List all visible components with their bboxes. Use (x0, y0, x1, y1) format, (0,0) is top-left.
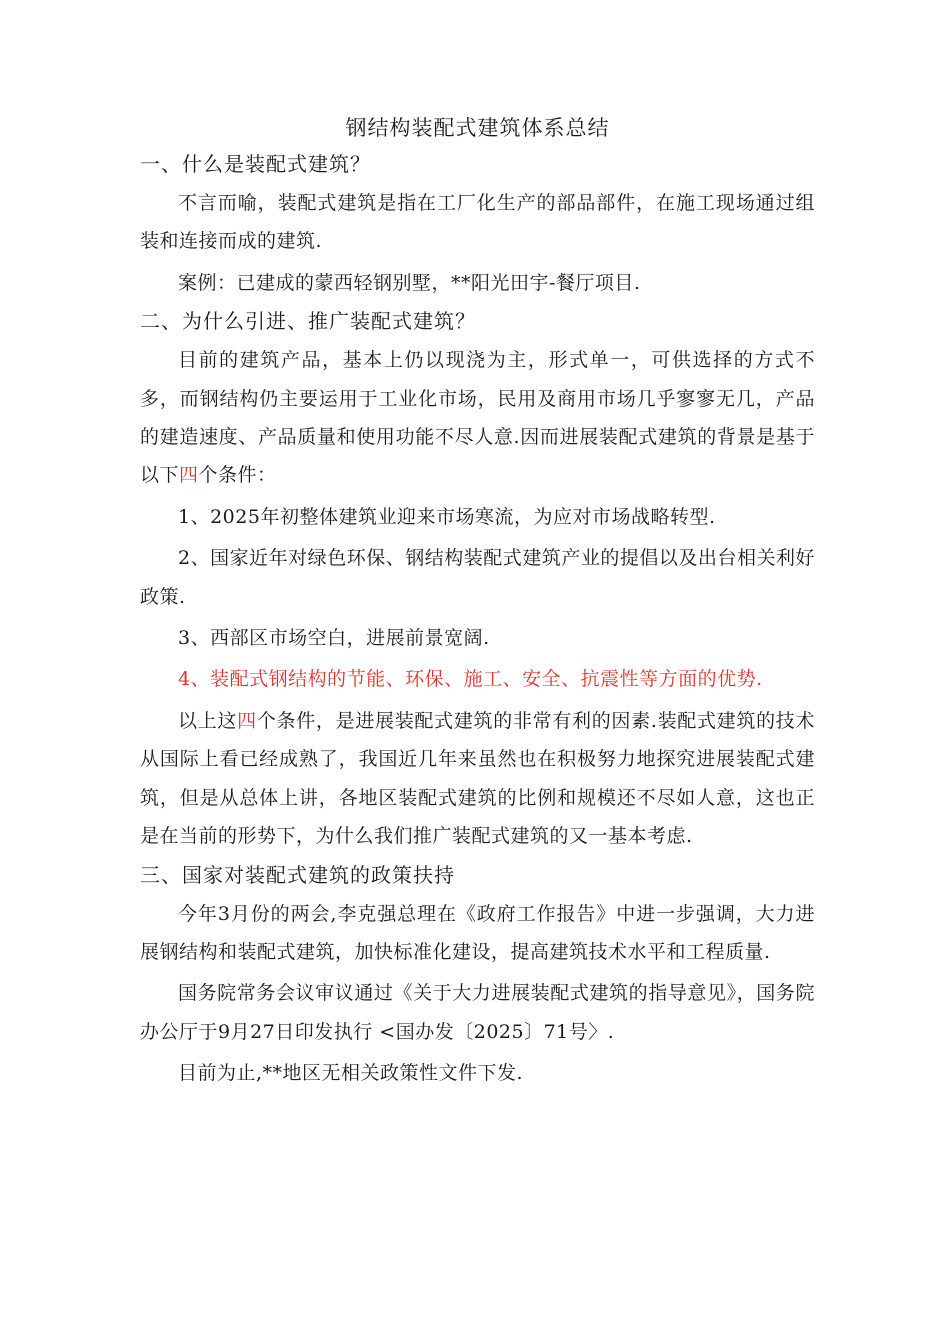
section-1-paragraph-1: 不言而喻，装配式建筑是指在工厂化生产的部品部件，在施工现场通过组装和连接而成的建筑. (140, 192, 815, 253)
document-page (140, 112, 815, 1096)
section-3-paragraph-1: 今年3月份的两会,李克强总理在《政府工作报告》中进一步强调，大力进展钢结构和装配式建筑，加快标准化建设，提高建筑技术水平和工程质量. (140, 902, 815, 963)
document-title: 钢结构装配式建筑体系总结 (345, 116, 610, 140)
section-2-paragraph-1 (140, 341, 815, 495)
section-2-paragraph-2 (140, 702, 815, 856)
section-3-heading: 三、国家对装配式建筑的政策扶持 (140, 862, 455, 887)
condition-item-4: 4、装配式钢结构的节能、环保、施工、安全、抗震性等方面的优势. (178, 668, 763, 691)
section-1-paragraph-2: 案例：已建成的蒙西轻钢别墅，**阳光田宇-餐厅项目. (178, 271, 641, 294)
highlight-four-2: 四 (237, 709, 257, 732)
section-2-heading: 二、为什么引进、推广装配式建筑？ (140, 309, 476, 334)
condition-item-3: 3、西部区市场空白，进展前景宽阔. (178, 627, 490, 650)
condition-item-1: 1、2025年初整体建筑业迎来市场寒流，为应对市场战略转型. (178, 505, 716, 528)
highlight-four-1: 四 (179, 464, 199, 487)
section-1-heading: 一、什么是装配式建筑？ (140, 152, 371, 176)
section-2-paragraph-1-text-b: 个条件： (198, 464, 277, 487)
condition-item-2: 2、国家近年对绿色环保、钢结构装配式建筑产业的提倡以及出台相关利好政策. (140, 547, 815, 608)
section-3-paragraph-3: 目前为止,**地区无相关政策性文件下发. (178, 1062, 524, 1085)
section-2-paragraph-1-text-a: 目前的建筑产品，基本上仍以现浇为主，形式单一，可供选择的方式不多，而钢结构仍主要运用于工业化市场，民用及商用市场几乎寥寥无几，产品的建造速度、产品质量和使用功能不尽人意.因而进展装配式建筑的背景是基于以下 (140, 349, 815, 487)
section-2-paragraph-2-text-a: 以上这 (178, 709, 238, 732)
section-3-paragraph-2: 国务院常务会议审议通过《关于大力进展装配式建筑的指导意见》，国务院办公厅于9月27日印发执行 <国办发〔2025〕71号〉. (140, 982, 815, 1043)
section-2-paragraph-2-text-b: 个条件，是进展装配式建筑的非常有利的因素.装配式建筑的技术从国际上看已经成熟了，我国近几年来虽然也在积极努力地探究进展装配式建筑，但是从总体上讲，各地区装配式建筑的比例和规模还不尽如人意，这也正是在当前的形势下，为什么我们推广装配式建筑的又一基本考虑. (140, 709, 815, 848)
